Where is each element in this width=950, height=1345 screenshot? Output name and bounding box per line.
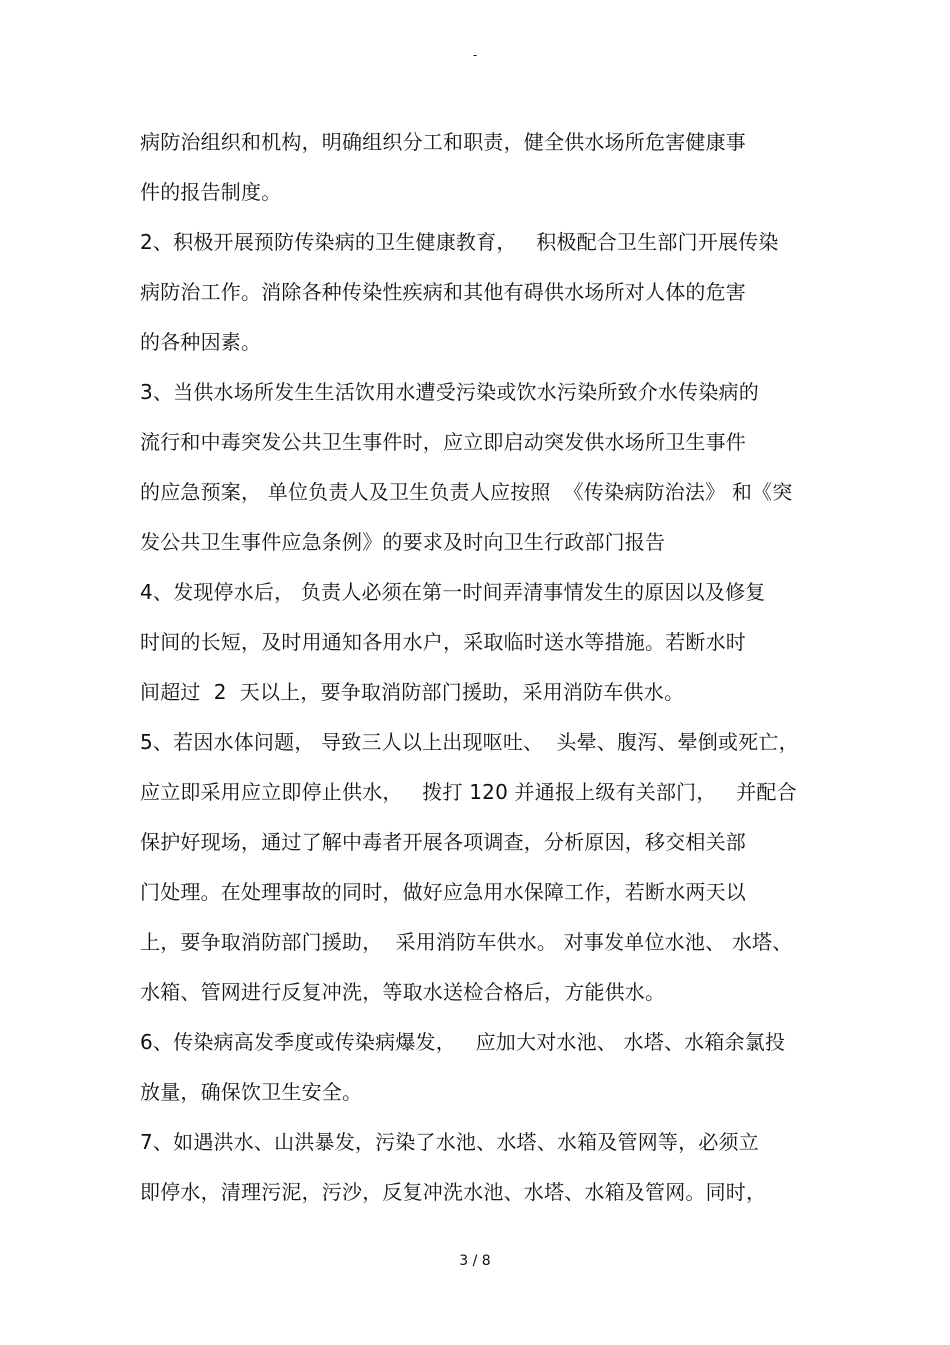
body-text-line: 保护好现场，通过了解中毒者开展各项调查，分析原因，移交相关部 [140,830,746,854]
page-number: 3 / 8 [459,1253,491,1269]
body-text-line: 病防治工作。消除各种传染性疾病和其他有碍供水场所对人体的危害 [140,280,746,304]
body-text-line: 5、若因水体问题， 导致三人以上出现呕吐、 头晕、腹泻、晕倒或死亡， [140,730,799,754]
body-text-line: 件的报告制度。 [140,180,282,204]
body-text-line: 流行和中毒突发公共卫生事件时，应立即启动突发供水场所卫生事件 [140,430,746,454]
body-text-line: 应立即采用应立即停止供水， 拨打 120 并通报上级有关部门， 并配合 [140,780,797,804]
body-text-line: 7、如遇洪水、山洪暴发，污染了水池、水塔、水箱及管网等，必须立 [140,1130,759,1154]
body-text-line: 病防治组织和机构，明确组织分工和职责，健全供水场所危害健康事 [140,130,746,154]
body-text-line: 即停水，清理污泥，污沙，反复冲洗水池、水塔、水箱及管网。同时， [140,1180,767,1204]
body-text-line: 3、当供水场所发生生活饮用水遭受污染或饮水污染所致介水传染病的 [140,380,759,404]
body-text-line: 发公共卫生事件应急条例》的要求及时向卫生行政部门报告 [140,530,666,554]
body-text-line: 水箱、管网进行反复冲洗，等取水送检合格后，方能供水。 [140,980,666,1004]
body-text-line: 2、积极开展预防传染病的卫生健康教育， 积极配合卫生部门开展传染 [140,230,779,254]
body-text-line: 门处理。在处理事故的同时，做好应急用水保障工作，若断水两天以 [140,880,746,904]
body-text-line: 放量，确保饮卫生安全。 [140,1080,363,1104]
body-text-line: 4、发现停水后， 负责人必须在第一时间弄清事情发生的原因以及修复 [140,580,766,604]
body-text-line: 上，要争取消防部门援助， 采用消防车供水。 对事发单位水池、 水塔、 [140,930,793,954]
header-mark: - [472,48,478,62]
body-text-line: 间超过 2 天以上，要争取消防部门援助，采用消防车供水。 [140,680,685,704]
body-text-line: 时间的长短，及时用通知各用水户，采取临时送水等措施。若断水时 [140,630,746,654]
body-text-line: 的各种因素。 [140,330,262,354]
body-text-line: 的应急预案， 单位负责人及卫生负责人应按照 《传染病防治法》 和《突 [140,480,793,504]
body-text-line: 6、传染病高发季度或传染病爆发， 应加大对水池、 水塔、水箱余氯投 [140,1030,786,1054]
